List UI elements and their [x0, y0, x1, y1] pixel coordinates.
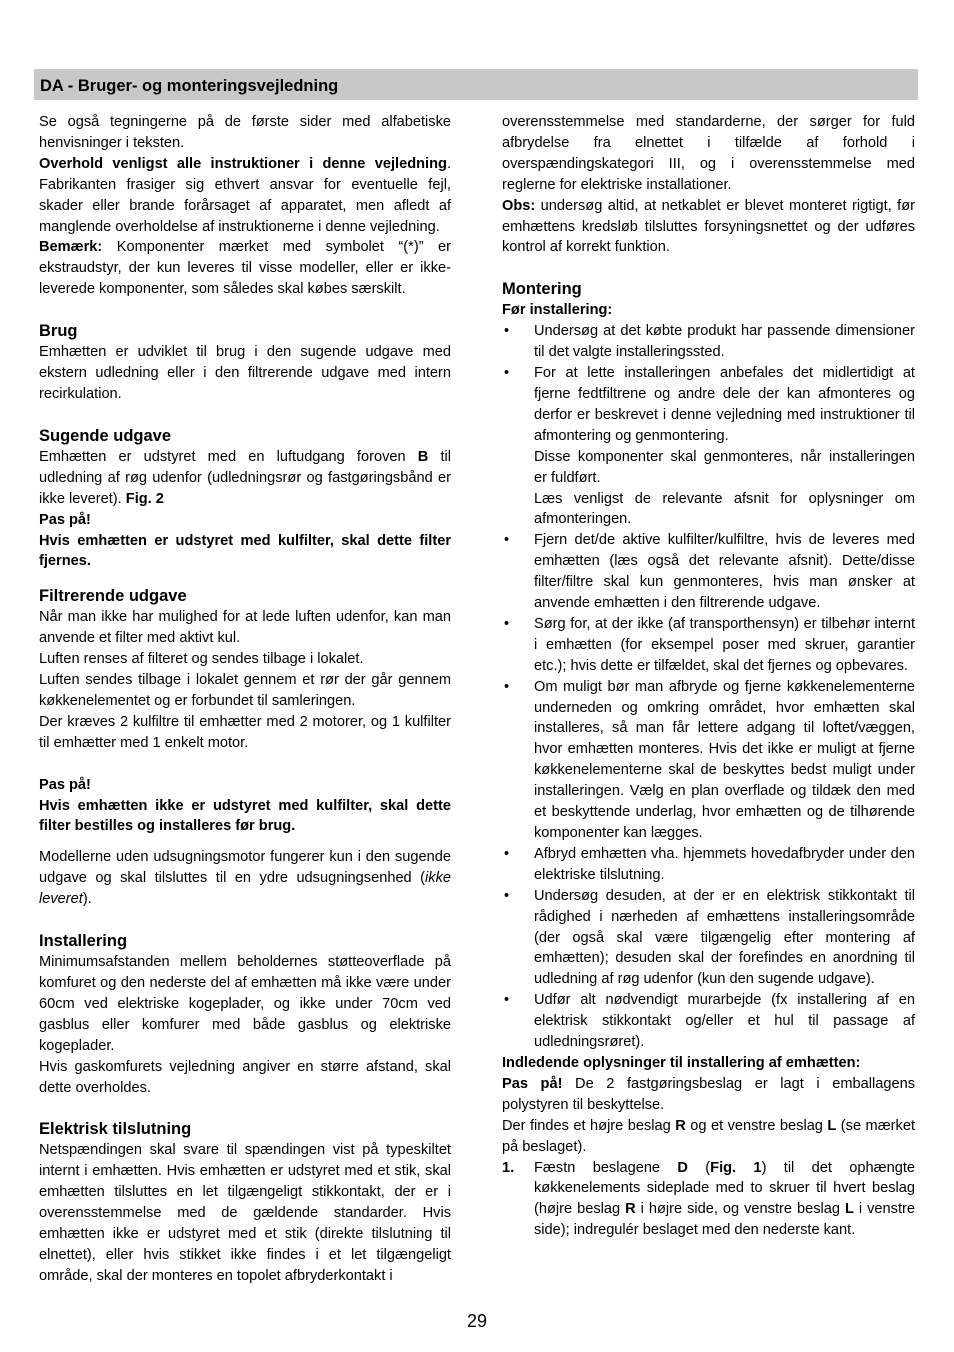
- caution-label: Pas på!: [39, 511, 91, 528]
- step-text: i højre side, og venstre beslag: [635, 1201, 845, 1218]
- step-text: ) til det ophængte køkkenelements sideplade med to skruer til hvert beslag (højre beslag: [534, 1159, 915, 1218]
- filtrerende-p3: Luften sendes tilbage i lokalet gennem et rør der går gennem køkkenelementet og er forbundet til samleringen.: [39, 672, 451, 709]
- model-paragraph: [39, 847, 451, 910]
- list-item: • Undersøg desuden, at der er en elektrisk stikkontakt til rådighed i nærheden af emhættens installeringsområde (der også skal være tilgængelig efter montering af emhætten); desuden skal der forefindes en anordning til udledning af røg udenfor (kun den sugende udgave).: [502, 886, 915, 991]
- heading-sugende-udgave: Sugende udgave: [39, 426, 172, 445]
- ref-D: D: [677, 1159, 688, 1176]
- heading-montering: Montering: [502, 280, 582, 299]
- caution-text-2: Hvis emhætten ikke er udstyret med kulfilter, skal dette filter bestilles og installeres før brug.: [39, 797, 451, 835]
- ref-B: B: [417, 448, 429, 465]
- step-number: 1.: [502, 1159, 515, 1176]
- step-item: [502, 1158, 915, 1242]
- caution-label-2: Pas på!: [39, 776, 91, 793]
- filtrerende-p1: Når man ikke har mulighed for at lede luften udenfor, kan man anvende et filter med aktivt kul.: [39, 609, 451, 647]
- note-text: Komponenter mærket med symbolet “(*)” er ekstraudstyr, der kun leveres til visse modeller, eller er ikke-leverede komponenter, som således skal købes særskilt.: [39, 239, 451, 298]
- model-text: Modellerne uden udsugningsmotor fungerer kun i den sugende udgave og skal tilsluttes til en ydre udsugningsenhed (: [39, 849, 451, 887]
- subheading-indledende: Indledende oplysninger til installering af emhætten:: [502, 1054, 861, 1071]
- sugende-text-1: Emhætten er udstyret med en luftudgang foroven: [39, 448, 418, 465]
- step-text: Fæstn beslagene: [534, 1159, 678, 1176]
- list-item-text: • For at lette installeringen anbefales det midlertidigt at fjerne fedtfiltrene og andre dele der kan afmonteres og derfor er beskrevet i denne vejledning med instruktioner til afmontering og genmontering.: [534, 365, 915, 444]
- beslag-text-2: og et venstre beslag: [685, 1117, 828, 1134]
- warning-text: . Fabrikanten frasiger sig ethvert ansvar for eventuelle fejl, skader eller brande forårsaget af apparatet, men afledt af manglende overholdelse af instruktionerne i denne vejledning.: [39, 155, 451, 235]
- section-title: DA - Bruger- og monteringsvejledning: [40, 77, 339, 95]
- subheading-for-installering: Før installering:: [502, 302, 613, 319]
- warning-bold: Overhold venligst alle instruktioner i denne vejledning: [39, 155, 447, 172]
- model-italic: ikke leveret: [39, 870, 451, 908]
- obs-paragraph: [502, 196, 915, 259]
- fig-ref: Fig. 1: [710, 1159, 762, 1176]
- brug-paragraph: Emhætten er udviklet til brug i den sugende udgave med ekstern udledning eller i den filtrerende udgave med intern recirkulation.: [39, 344, 451, 402]
- fig-ref: Fig. 2: [125, 490, 164, 507]
- list-item: • Undersøg at det købte produkt har passende dimensioner til det valgte installeringssted.: [502, 321, 915, 363]
- steps-list: [502, 1158, 915, 1242]
- list-item-extra: Læs venligst de relevante afsnit for oplysninger om afmonteringen.: [534, 490, 915, 528]
- list-item: • Om muligt bør man afbryde og fjerne køkkenelementerne underneden og omkring området, hvor emhætten skal installeres, så man får lettere adgang til loftet/væggen, hvor emhætten monteres. Hvis det ikke er muligt at fjerne køkkenelementerne skal de beskyttes bedst muligt under installeringen. Vælg en plan overflade og tildæk den med et beskyttende underlag, hvor emhætten og de tilhørende komponenter kan lægges.: [502, 677, 915, 844]
- pre-install-list: [502, 321, 915, 1053]
- ref-L: L: [827, 1117, 837, 1134]
- elektrisk-paragraph: Netspændingen skal svare til spændingen vist på typeskiltet internt i emhætten. Hvis emhætten er udstyret med et stik, skal emhætten tilsluttes en let tilgængeligt stikkontakt, der er i overensstemmelse med de gældende standarder. Hvis emhætten ikke er udstyret med et stik (direkte tilslutning til elnettet), eller hvis stikket ikke findes i et let tilgængeligt område, skal der monteres en topolet afbryderkontakt i: [39, 1142, 451, 1284]
- heading-filtrerende-udgave: Filtrerende udgave: [39, 587, 187, 606]
- list-item: • Udfør alt nødvendigt murarbejde (fx installering af en elektrisk stikkontakt og/eller et hul til passage af udledningsrøret).: [502, 990, 915, 1053]
- list-item: • Fjern det/de aktive kulfilter/kulfiltre, hvis de leveres med emhætten (læs også det relevante afsnit). Dette/disse filter/filtre skal kun genmonteres, hvis man ønsker at anvende emhætten i den filtrerende udgave.: [502, 530, 915, 614]
- left-column: [39, 112, 451, 1287]
- beslag-paragraph: [502, 1116, 915, 1158]
- list-item-extra: Disse komponenter skal genmonteres, når installeringen er fuldført.: [534, 448, 915, 486]
- obs-label: Obs:: [502, 197, 536, 214]
- beslag-text-1: Der findes et højre beslag: [502, 1117, 676, 1134]
- list-item: • Afbryd emhætten vha. hjemmets hovedafbryder under den elektriske tilslutning.: [502, 844, 915, 886]
- pas-paa-paragraph: [502, 1074, 915, 1116]
- continued-paragraph: overensstemmelse med standarderne, der sørger for fuld afbrydelse fra elnettet i tilfælde af forhold i overspændingskategori III, og i overensstemmelse med reglerne for elektriske installationer.: [502, 114, 915, 193]
- ref-R: R: [625, 1201, 636, 1218]
- caution-label-3: Pas på!: [502, 1075, 563, 1092]
- note-paragraph: [39, 237, 451, 300]
- list-item: • Sørg for, at der ikke (af transporthensyn) er tilbehør internt i emhætten (for eksempel poser med skruer, garantier etc.); hvis dette er tilfældet, skal det fjernes og opbevares.: [502, 614, 915, 677]
- sugende-text-2: til udledning af røg udenfor (udledningsrør og fastgøringsbånd er ikke leveret).: [39, 448, 452, 507]
- list-item: [502, 363, 915, 530]
- ref-R: R: [675, 1117, 686, 1134]
- note-label: Bemærk:: [39, 239, 103, 256]
- model-end: ).: [82, 891, 92, 908]
- obs-text: undersøg altid, at netkablet er blevet monteret rigtigt, før emhættens kredsløb tilsluttes forsyningsnettet og der udføres kontrol af korrekt funktion.: [502, 197, 915, 256]
- page-number: 29: [466, 1311, 488, 1331]
- caution-text-3: De 2 fastgøringsbeslag er lagt i emballagens polystyren til beskyttelse.: [502, 1075, 915, 1113]
- ref-L: L: [844, 1201, 854, 1218]
- intro-paragraph: Se også tegningerne på de første sider med alfabetiske henvisninger i teksten.: [39, 114, 451, 151]
- heading-elektrisk-tilslutning: Elektrisk tilslutning: [39, 1120, 192, 1139]
- heading-installering: Installering: [39, 932, 128, 951]
- beslag-text-3: (se mærket på beslaget).: [502, 1117, 916, 1155]
- step-text: i venstre side); indregulér beslaget med den nederste kant.: [534, 1201, 915, 1239]
- step-text: (: [687, 1159, 711, 1176]
- installering-p1: Minimumsafstanden mellem beholdernes støtteoverflade på komfuret og den nederste del af emhætten må ikke være under 60cm ved elektriske kogeplader, og ikke under 70cm ved gasblus eller komfurer med både gasblus og elektriske kogeplader.: [39, 954, 451, 1054]
- right-column: [502, 112, 915, 1241]
- filtrerende-p2: Luften renses af filteret og sendes tilbage i lokalet.: [39, 651, 364, 668]
- heading-brug: Brug: [39, 322, 78, 341]
- installering-p2: Hvis gaskomfurets vejledning angiver en større afstand, skal dette overholdes.: [39, 1058, 451, 1096]
- section-header-bar: [34, 69, 918, 100]
- sugende-paragraph: [39, 447, 451, 510]
- warning-paragraph: [39, 154, 451, 238]
- filtrerende-p4: Der kræves 2 kulfiltre til emhætter med 2 motorer, og 1 kulfilter til emhætter med 1 enkelt motor.: [39, 713, 451, 751]
- caution-text: Hvis emhætten er udstyret med kulfilter, skal dette filter fjernes.: [39, 532, 451, 570]
